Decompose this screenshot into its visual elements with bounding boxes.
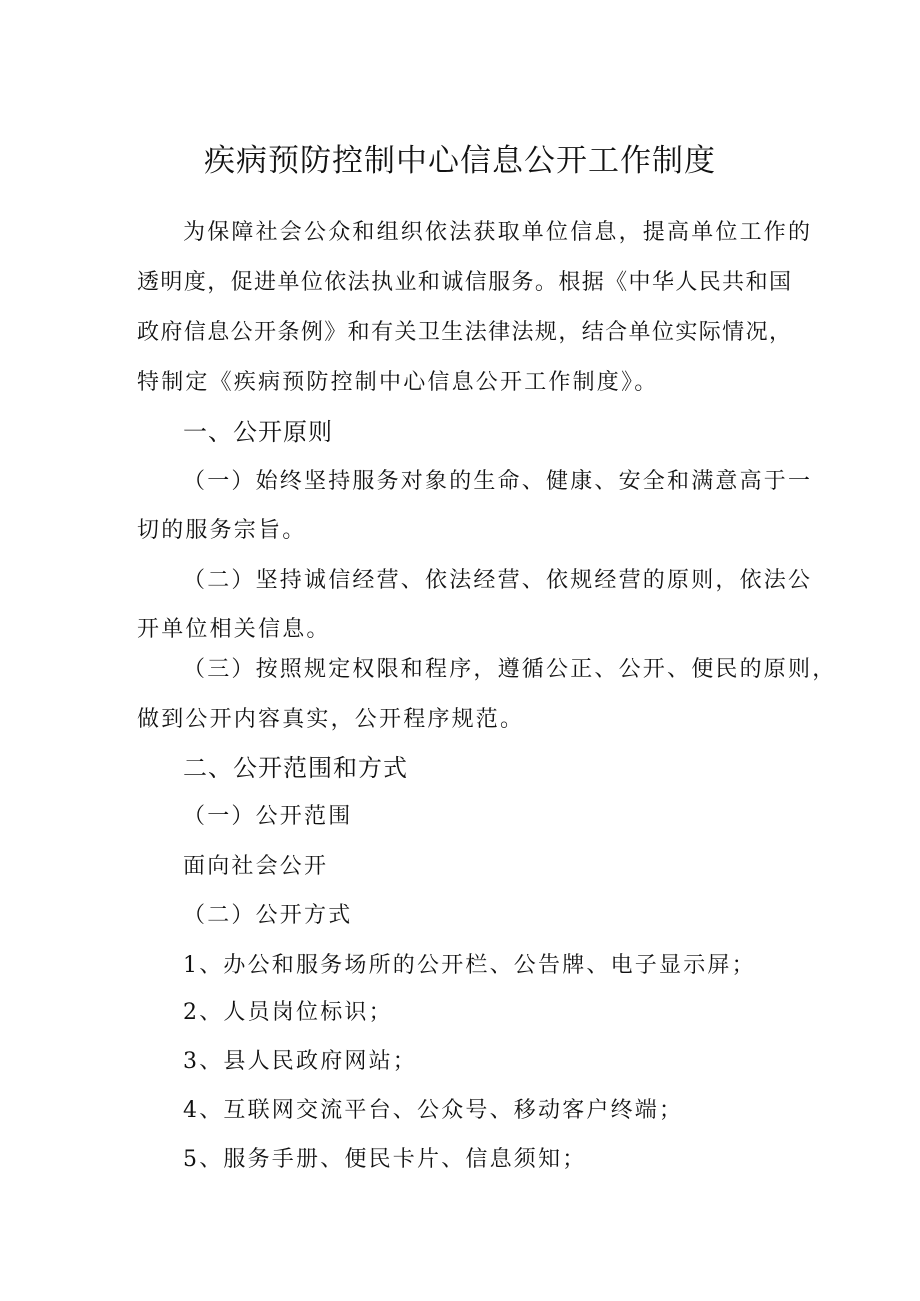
- method-item: 5、服务手册、便民卡片、信息须知；: [183, 1147, 587, 1172]
- scope-text: 面向社会公开: [183, 854, 329, 879]
- section-1-p2-line-2: 开单位相关信息。: [137, 617, 331, 642]
- section-1-heading: 一、公开原则: [183, 418, 333, 446]
- intro-line-2: 透明度，促进单位依法执业和诚信服务。根据《中华人民共和国: [137, 270, 791, 295]
- section-2-heading: 二、公开范围和方式: [183, 754, 408, 782]
- section-1-p3-line-2: 做到公开内容真实，公开程序规范。: [137, 707, 525, 732]
- method-item: 3、县人民政府网站；: [183, 1049, 417, 1074]
- intro-line-4: 特制定《疾病预防控制中心信息公开工作制度》。: [137, 370, 659, 395]
- intro-line-1: 为保障社会公众和组织依法获取单位信息，提高单位工作的: [183, 220, 813, 245]
- method-item: 1、办公和服务场所的公开栏、公告牌、电子显示屏；: [183, 953, 756, 978]
- section-1-p2-line-1: （二）坚持诚信经营、依法经营、依规经营的原则，依法公: [183, 568, 813, 593]
- section-1-p1-line-1: （一）始终坚持服务对象的生命、健康、安全和满意高于一: [183, 469, 813, 494]
- scope-label: （一）公开范围: [183, 804, 353, 829]
- section-1-p3-line-1: （三）按照规定权限和程序，遵循公正、公开、便民的原则，: [183, 657, 837, 682]
- intro-line-3: 政府信息公开条例》和有关卫生法律法规，结合单位实际情况，: [137, 320, 791, 345]
- section-1-p1-line-2: 切的服务宗旨。: [137, 518, 307, 543]
- document-title: 疾病预防控制中心信息公开工作制度: [204, 143, 716, 179]
- method-label: （二）公开方式: [183, 903, 353, 928]
- method-item: 4、互联网交流平台、公众号、移动客户终端；: [183, 1098, 684, 1123]
- method-item: 2、人员岗位标识；: [183, 1000, 393, 1025]
